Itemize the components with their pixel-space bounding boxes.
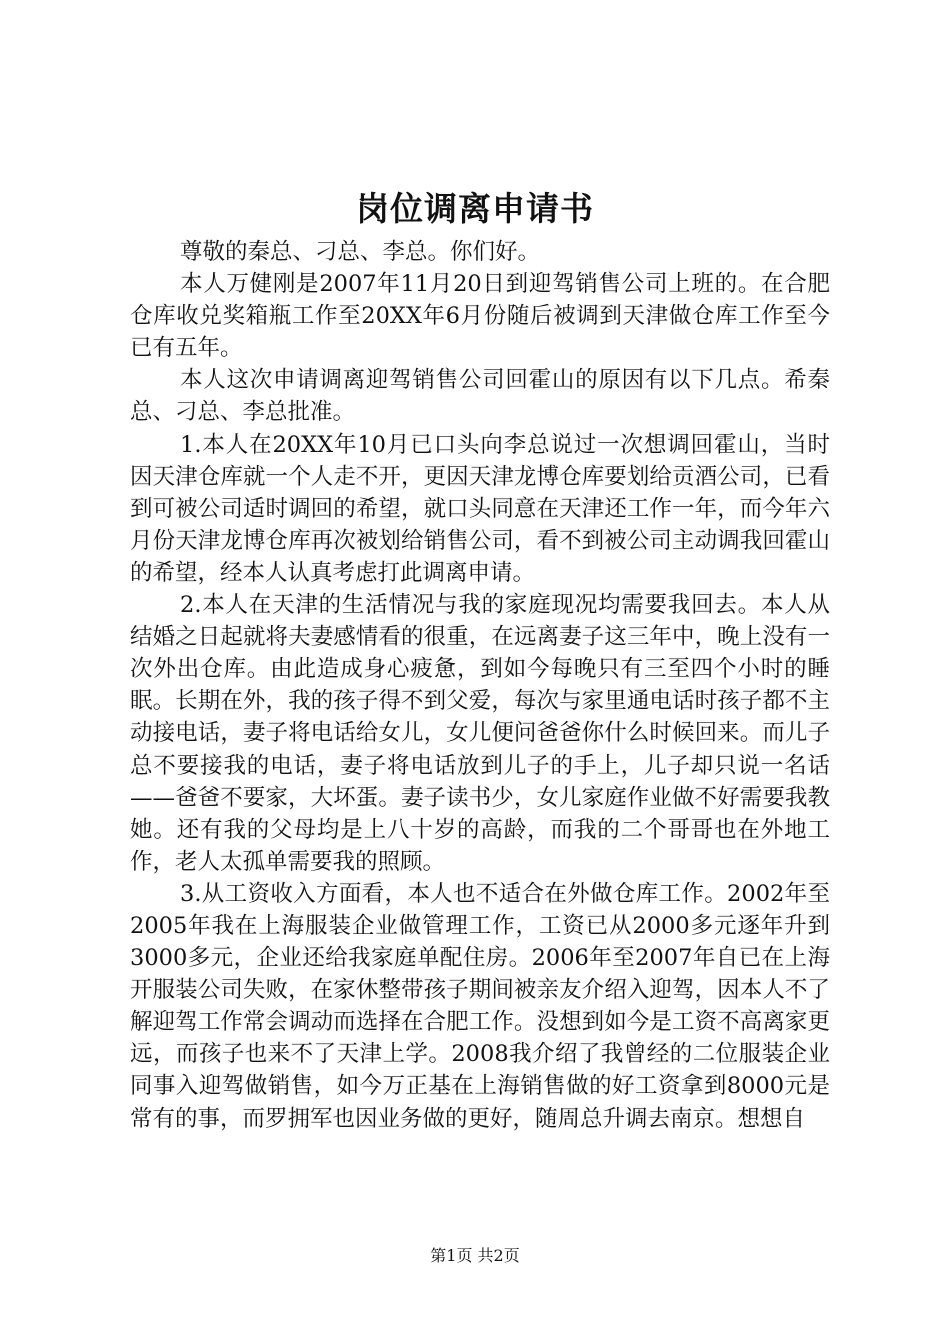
paragraph-intro: 本人万健刚是2007年11月20日到迎驾销售公司上班的。在合肥仓库收兑奖箱瓶工作至20XX年6月份随后被调到天津做仓库工作至今已有五年。 — [130, 271, 830, 362]
paragraph-reason-1: 1.本人在20XX年10月已口头向李总说过一次想调回霍山，当时因天津仓库就一个人走不开，更因天津龙博仓库要划给贡酒公司，已看到可被公司适时调回的希望，就口头同意在天津还工作一年，而今年六月份天津龙博仓库再次被划给销售公司，看不到被公司主动调我回霍山的希望，经本人认真考虑打此调离申请。 — [130, 431, 830, 586]
page-footer: 第1页 共2页 — [430, 1246, 520, 1265]
salutation: 尊敬的秦总、刁总、李总。你们好。 — [180, 239, 541, 265]
page-title: 岗位调离申请书 — [356, 189, 594, 228]
paragraph-reason-overview: 本人这次申请调离迎驾销售公司回霍山的原因有以下几点。希秦总、刁总、李总批准。 — [130, 367, 830, 426]
paragraph-reason-3: 3.从工资收入方面看，本人也不适合在外做仓库工作。2002年至2005年我在上海服装企业做管理工作，工资已从2000多元逐年升到3000多元，企业还给我家庭单配住房。2006年至2007年自已在上海开服装公司失败，在家休整带孩子期间被亲友介绍入迎驾，因本人不了解迎驾工作常会调动而选择在合肥工作。没想到如今是工资不高离家更远，而孩子也来不了天津上学。2008我介绍了我曾经的二位服装企业同事入迎驾做销售，如今万正基在上海销售做的好工资拿到8000元是常有的事，而罗拥军也因业务做的更好，随周总升调去南京。想想自 — [130, 880, 830, 1132]
paragraph-reason-2: 2.本人在天津的生活情况与我的家庭现况均需要我回去。本人从结婚之日起就将夫妻感情看的很重，在远离妻子这三年中，晚上没有一次外出仓库。由此造成身心疲惫，到如今每晚只有三至四个小时的睡眠。长期在外，我的孩子得不到父爱，每次与家里通电话时孩子都不主动接电话，妻子将电话给女儿，女儿便问爸爸你什么时候回来。而儿子总不要接我的电话，妻子将电话放到儿子的手上，儿子却只说一名话——爸爸不要家，大坏蛋。妻子读书少，女儿家庭作业做不好需要我教她。还有我的父母均是上八十岁的高龄，而我的二个哥哥也在外地工作，老人太孤单需要我的照顾。 — [130, 592, 830, 875]
document-body — [130, 236, 830, 1135]
